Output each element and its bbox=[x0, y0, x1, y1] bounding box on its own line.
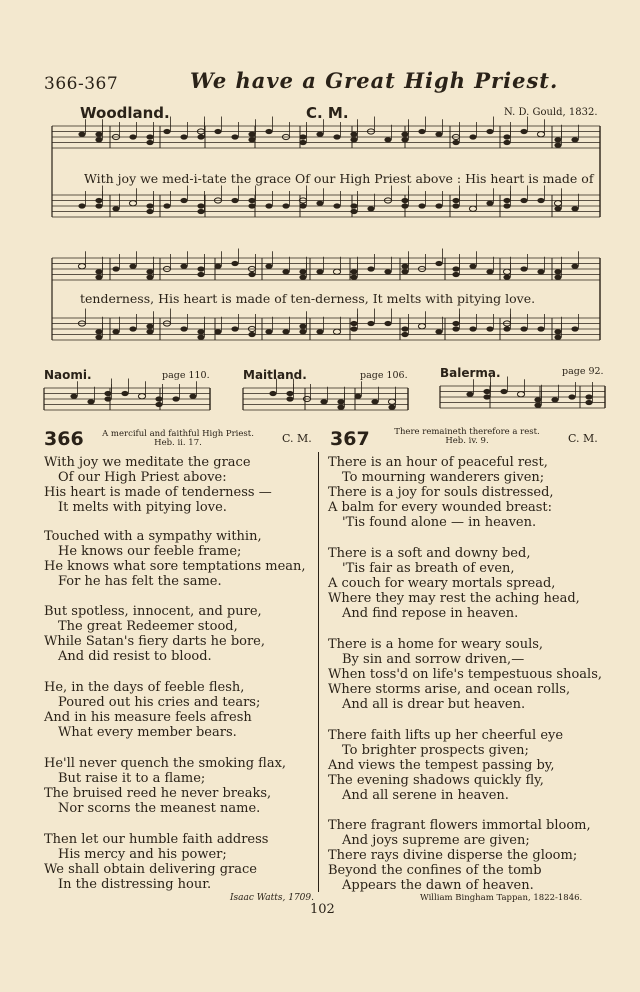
note-head bbox=[452, 266, 459, 271]
verse-line: A balm for every wounded breast: bbox=[328, 500, 553, 515]
note-head bbox=[517, 392, 524, 397]
verse-line: His heart is made of tenderness — bbox=[44, 485, 272, 500]
verse-line: There is a joy for souls distressed, bbox=[328, 485, 554, 500]
verse-line: There faith lifts up her cheerful eye bbox=[328, 728, 564, 743]
note-head bbox=[333, 329, 340, 334]
note-head bbox=[70, 394, 77, 399]
note-head bbox=[401, 326, 408, 331]
alt-tune-page: page 92. bbox=[562, 366, 604, 377]
note-head bbox=[554, 335, 561, 340]
verse-line: We shall obtain delivering grace bbox=[44, 862, 257, 877]
note-head bbox=[384, 269, 391, 274]
note-head bbox=[554, 206, 561, 211]
verse-line: It melts with pitying love. bbox=[58, 500, 227, 515]
verse-line: When toss'd on life's tempestuous shoals, bbox=[328, 667, 602, 682]
alt-tune-name: Maitland. bbox=[243, 368, 307, 382]
note-head bbox=[269, 391, 276, 396]
page-number: 102 bbox=[310, 902, 335, 917]
note-head bbox=[500, 389, 507, 394]
note-head bbox=[95, 198, 102, 203]
note-head bbox=[585, 394, 592, 399]
note-head bbox=[333, 134, 340, 139]
verse-line: With joy we meditate the grace bbox=[44, 455, 251, 470]
alt-tune-name: Naomi. bbox=[44, 368, 92, 382]
verse-line: And find repose in heaven. bbox=[342, 606, 519, 621]
note-head bbox=[265, 264, 272, 269]
note-head bbox=[486, 201, 493, 206]
note-head bbox=[112, 266, 119, 271]
verse-line: But spotless, innocent, and pure, bbox=[44, 604, 262, 619]
note-head bbox=[155, 402, 162, 407]
note-head bbox=[138, 394, 145, 399]
note-head bbox=[503, 203, 510, 208]
note-head bbox=[197, 329, 204, 334]
note-head bbox=[418, 203, 425, 208]
note-head bbox=[435, 203, 442, 208]
verse-line: A couch for weary mortals spread, bbox=[328, 576, 556, 591]
note-head bbox=[231, 134, 238, 139]
note-head bbox=[486, 326, 493, 331]
note-head bbox=[418, 324, 425, 329]
note-head bbox=[172, 396, 179, 401]
note-head bbox=[231, 326, 238, 331]
note-head bbox=[503, 269, 510, 274]
note-head bbox=[180, 264, 187, 269]
note-head bbox=[265, 203, 272, 208]
note-head bbox=[197, 335, 204, 340]
note-head bbox=[384, 321, 391, 326]
note-head bbox=[503, 140, 510, 145]
note-head bbox=[452, 140, 459, 145]
note-head bbox=[554, 269, 561, 274]
note-head bbox=[486, 129, 493, 134]
note-head bbox=[537, 198, 544, 203]
note-head bbox=[337, 405, 344, 410]
note-head bbox=[537, 132, 544, 137]
note-head bbox=[388, 399, 395, 404]
verse-line: His mercy and his power; bbox=[58, 847, 227, 862]
note-head bbox=[95, 137, 102, 142]
verse-line: And joys supreme are given; bbox=[342, 833, 530, 848]
note-head bbox=[129, 264, 136, 269]
verse-line: And in his measure feels afresh bbox=[44, 710, 252, 725]
note-head bbox=[452, 326, 459, 331]
note-head bbox=[231, 198, 238, 203]
note-head bbox=[146, 329, 153, 334]
note-head bbox=[112, 329, 119, 334]
note-head bbox=[95, 132, 102, 137]
note-head bbox=[146, 203, 153, 208]
hymn-number: 366 bbox=[44, 428, 84, 450]
note-head bbox=[367, 321, 374, 326]
note-head bbox=[333, 269, 340, 274]
verse-line: To mourning wanderers given; bbox=[342, 470, 545, 485]
verse-line: 'Tis fair as breath of even, bbox=[342, 561, 515, 576]
note-head bbox=[155, 396, 162, 401]
verse-line: In the distressing hour. bbox=[58, 877, 212, 892]
note-head bbox=[418, 129, 425, 134]
note-head bbox=[282, 203, 289, 208]
note-head bbox=[180, 198, 187, 203]
note-head bbox=[503, 275, 510, 280]
note-head bbox=[129, 201, 136, 206]
verse-line: Of our High Priest above: bbox=[58, 470, 227, 485]
note-head bbox=[248, 272, 255, 277]
verse-line: There is a soft and downy bed, bbox=[328, 546, 531, 561]
note-head bbox=[146, 134, 153, 139]
note-head bbox=[316, 201, 323, 206]
music-score bbox=[0, 0, 640, 420]
note-head bbox=[554, 201, 561, 206]
note-head bbox=[534, 397, 541, 402]
note-head bbox=[146, 209, 153, 214]
verse-line: The bruised reed he never breaks, bbox=[44, 786, 272, 801]
verse-line: The evening shadows quickly fly, bbox=[328, 773, 544, 788]
note-head bbox=[282, 269, 289, 274]
note-head bbox=[146, 324, 153, 329]
note-head bbox=[367, 206, 374, 211]
note-head bbox=[585, 400, 592, 405]
note-head bbox=[571, 206, 578, 211]
hymn-subtitle bbox=[92, 430, 264, 448]
note-head bbox=[520, 198, 527, 203]
verse-line: He knows what sore temptations mean, bbox=[44, 559, 306, 574]
hymn-author: William Bingham Tappan, 1822-1846. bbox=[420, 893, 583, 903]
note-head bbox=[78, 132, 85, 137]
note-head bbox=[469, 134, 476, 139]
tune-lyric-line-2: tenderness, His heart is made of ten-derness, It melts with pitying love. bbox=[80, 291, 536, 306]
note-head bbox=[350, 203, 357, 208]
note-head bbox=[435, 261, 442, 266]
note-head bbox=[469, 326, 476, 331]
note-head bbox=[197, 272, 204, 277]
note-head bbox=[503, 198, 510, 203]
verse-line: And all serene in heaven. bbox=[342, 788, 509, 803]
note-head bbox=[316, 329, 323, 334]
verse-line: Where they may rest the aching head, bbox=[328, 591, 580, 606]
note-head bbox=[350, 269, 357, 274]
note-head bbox=[571, 137, 578, 142]
alt-tune-page: page 110. bbox=[162, 370, 210, 381]
verse-line: He, in the days of feeble flesh, bbox=[44, 680, 245, 695]
note-head bbox=[401, 332, 408, 337]
tune-lyric-line-1: With joy we med-i-tate the grace Of our High Priest above : His heart is made of bbox=[84, 171, 594, 186]
hymn-scripture-ref: Heb. ii. 17. bbox=[154, 438, 202, 448]
alt-tune-page: page 106. bbox=[360, 370, 408, 381]
note-head bbox=[350, 321, 357, 326]
note-head bbox=[469, 264, 476, 269]
note-head bbox=[469, 206, 476, 211]
note-head bbox=[299, 324, 306, 329]
note-head bbox=[104, 391, 111, 396]
note-head bbox=[104, 396, 111, 401]
hymn-range: 366-367 bbox=[44, 74, 119, 94]
note-head bbox=[95, 203, 102, 208]
note-head bbox=[503, 326, 510, 331]
note-head bbox=[401, 264, 408, 269]
note-head bbox=[146, 275, 153, 280]
note-head bbox=[350, 326, 357, 331]
note-head bbox=[286, 391, 293, 396]
note-head bbox=[129, 134, 136, 139]
note-head bbox=[214, 129, 221, 134]
hymn-subtitle bbox=[382, 428, 552, 446]
note-head bbox=[384, 137, 391, 142]
hymn-subtitle-text: A merciful and faithful High Priest. bbox=[102, 429, 254, 439]
note-head bbox=[163, 203, 170, 208]
note-head bbox=[350, 275, 357, 280]
note-head bbox=[520, 326, 527, 331]
tune-composer: N. D. Gould, 1832. bbox=[504, 107, 598, 118]
note-head bbox=[129, 326, 136, 331]
verse-line: Then let our humble faith address bbox=[44, 832, 269, 847]
hymn-scripture-ref: Heb. iv. 9. bbox=[445, 436, 489, 446]
note-head bbox=[452, 198, 459, 203]
note-head bbox=[316, 269, 323, 274]
note-head bbox=[554, 143, 561, 148]
note-head bbox=[189, 394, 196, 399]
note-head bbox=[286, 396, 293, 401]
note-head bbox=[571, 264, 578, 269]
note-head bbox=[554, 137, 561, 142]
note-head bbox=[503, 134, 510, 139]
hymn-subtitle-text: There remaineth therefore a rest. bbox=[394, 427, 540, 437]
note-head bbox=[78, 264, 85, 269]
note-head bbox=[388, 405, 395, 410]
note-head bbox=[87, 399, 94, 404]
verse-line: The great Redeemer stood, bbox=[58, 619, 238, 634]
verse-line: To brighter prospects given; bbox=[342, 743, 529, 758]
note-head bbox=[265, 329, 272, 334]
verse-line: But raise it to a flame; bbox=[58, 771, 206, 786]
note-head bbox=[452, 321, 459, 326]
note-head bbox=[367, 266, 374, 271]
note-head bbox=[121, 391, 128, 396]
verse-line: Appears the dawn of heaven. bbox=[342, 878, 534, 893]
note-head bbox=[95, 335, 102, 340]
note-head bbox=[146, 140, 153, 145]
verse-line: And views the tempest passing by, bbox=[328, 758, 555, 773]
note-head bbox=[537, 269, 544, 274]
note-head bbox=[299, 269, 306, 274]
hymn-meter: C. M. bbox=[568, 432, 598, 445]
verse-line: He knows our feeble frame; bbox=[58, 544, 242, 559]
note-head bbox=[299, 275, 306, 280]
note-head bbox=[350, 132, 357, 137]
verse-line: There is a home for weary souls, bbox=[328, 637, 544, 652]
note-head bbox=[265, 129, 272, 134]
page-title: We have a Great High Priest. bbox=[190, 68, 559, 93]
verse-line: There rays divine disperse the gloom; bbox=[328, 848, 578, 863]
note-head bbox=[163, 129, 170, 134]
note-head bbox=[333, 203, 340, 208]
note-head bbox=[95, 275, 102, 280]
note-head bbox=[435, 329, 442, 334]
note-head bbox=[146, 269, 153, 274]
note-head bbox=[248, 332, 255, 337]
note-head bbox=[520, 129, 527, 134]
note-head bbox=[452, 272, 459, 277]
verse-line: Beyond the confines of the tomb bbox=[328, 863, 542, 878]
note-head bbox=[486, 269, 493, 274]
note-head bbox=[180, 134, 187, 139]
note-head bbox=[350, 137, 357, 142]
note-head bbox=[371, 399, 378, 404]
tune-name: Woodland. bbox=[80, 104, 170, 122]
note-head bbox=[520, 266, 527, 271]
verse-line: Nor scorns the meanest name. bbox=[58, 801, 261, 816]
note-head bbox=[350, 209, 357, 214]
note-head bbox=[401, 269, 408, 274]
alt-tune-name: Balerma. bbox=[440, 366, 501, 380]
note-head bbox=[112, 206, 119, 211]
note-head bbox=[554, 329, 561, 334]
verse-line: For he has felt the same. bbox=[58, 574, 222, 589]
hymn-number: 367 bbox=[330, 428, 370, 450]
verse-line: And did resist to blood. bbox=[58, 649, 212, 664]
verse-line: By sin and sorrow driven,— bbox=[342, 652, 525, 667]
note-head bbox=[537, 326, 544, 331]
verse-line: There fragrant flowers immortal bloom, bbox=[328, 818, 591, 833]
verse-line: While Satan's fiery darts he bore, bbox=[44, 634, 266, 649]
verse-line: What every member bears. bbox=[58, 725, 237, 740]
note-head bbox=[554, 275, 561, 280]
verse-line: Touched with a sympathy within, bbox=[44, 529, 262, 544]
note-head bbox=[282, 329, 289, 334]
note-head bbox=[316, 132, 323, 137]
note-head bbox=[466, 392, 473, 397]
hymn-meter: C. M. bbox=[282, 432, 312, 445]
note-head bbox=[197, 209, 204, 214]
note-head bbox=[95, 329, 102, 334]
note-head bbox=[452, 203, 459, 208]
column-divider bbox=[318, 452, 319, 892]
verse-line: 'Tis found alone — in heaven. bbox=[342, 515, 537, 530]
note-head bbox=[78, 203, 85, 208]
note-head bbox=[299, 329, 306, 334]
note-head bbox=[197, 134, 204, 139]
note-head bbox=[320, 399, 327, 404]
note-head bbox=[571, 326, 578, 331]
note-head bbox=[534, 403, 541, 408]
note-head bbox=[568, 394, 575, 399]
note-head bbox=[197, 266, 204, 271]
verse-line: He'll never quench the smoking flax, bbox=[44, 756, 287, 771]
hymn-author: Isaac Watts, 1709. bbox=[230, 893, 314, 903]
note-head bbox=[180, 326, 187, 331]
verse-line: And all is drear but heaven. bbox=[342, 697, 526, 712]
verse-line: There is an hour of peaceful rest, bbox=[328, 455, 548, 470]
note-head bbox=[197, 203, 204, 208]
note-head bbox=[231, 261, 238, 266]
note-head bbox=[337, 399, 344, 404]
note-head bbox=[551, 397, 558, 402]
note-head bbox=[95, 269, 102, 274]
tune-meter: C. M. bbox=[306, 104, 349, 122]
note-head bbox=[435, 132, 442, 137]
verse-line: Where storms arise, and ocean rolls, bbox=[328, 682, 571, 697]
verse-line: Poured out his cries and tears; bbox=[58, 695, 261, 710]
